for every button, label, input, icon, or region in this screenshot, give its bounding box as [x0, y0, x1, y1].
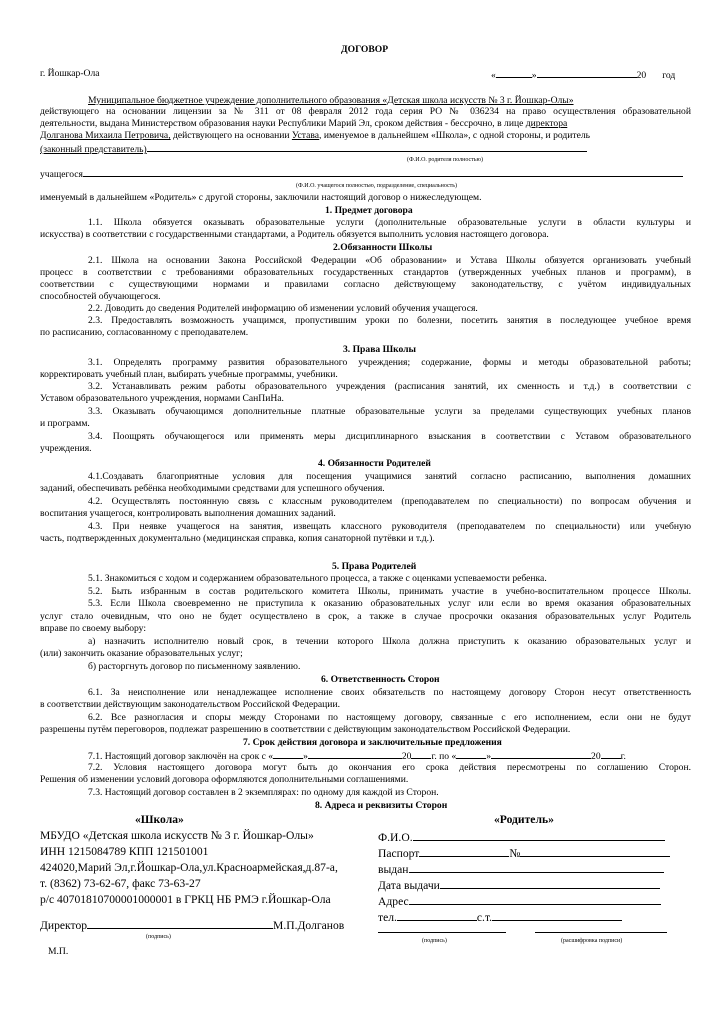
- student-line: учащегося: [40, 167, 683, 180]
- school-address: 424020,Марий Эл,г.Йошкар-Ола,ул.Красноармейская,д.87-а,: [40, 861, 338, 874]
- intro-line-2: действующего на основании лицензии за № 311 от 08 февраля 2012 года серия РО № 036234 на право осуществления образовательной: [40, 106, 691, 117]
- city: г. Йошкар-Ола: [40, 68, 100, 79]
- section-3-title: 3. Права Школы: [343, 344, 417, 355]
- parent-sign-caption: (подпись): [422, 938, 447, 944]
- school-heading: «Школа»: [135, 813, 184, 826]
- s3-line-7: 3.4. Поощрять обучающегося или применять меры дисциплинарного взыскания в соответствии с Уставом образовательного: [88, 431, 691, 442]
- s6-line-4: разрешены путём переговоров, подлежат разрешению в соответствии с действующим законодательством Российской Федерации.: [40, 724, 571, 735]
- parent-fio-line: Ф.И.О.: [378, 829, 665, 844]
- s4-line-5: 4.3. При неявке учащегося на занятия, извещать классного руководителя (преподавателем по специальности) или учебную: [88, 521, 691, 532]
- s2-line-7: по расписанию, согласованному с преподавателем.: [40, 327, 249, 338]
- s2-line-4: способностей обучающегося.: [40, 291, 161, 302]
- s5-line-4: услуг стало очевидным, что оно не будет осуществлено в срок, а также в случае просрочки оказания образовательных услуг Родитель: [40, 611, 691, 622]
- section-6-title: 6. Ответственность Сторон: [321, 674, 440, 685]
- s1-line-1: 1.1. Школа обязуется оказывать образовательные услуги (дополнительные образовательные услуги в области культуры и: [88, 217, 691, 228]
- s6-line-2: в соответствии действующим законодательством Российской Федерации.: [40, 699, 340, 710]
- s3-line-1: 3.1. Определять программу развития образовательного учреждения; содержание, формы и методы образовательной работы;: [88, 357, 691, 368]
- s3-line-8: учреждения.: [40, 443, 92, 454]
- intro-line-4: Долганова Михаила Петровича, действующего на основании Устава, именуемое в дальнейшем «Школа», с одной стороны, и родитель: [40, 130, 591, 141]
- section-8-title: 8. Адреса и реквизиты Сторон: [315, 800, 448, 811]
- s6-line-1: 6.1. За неисполнение или ненадлежащее исполнение своих обязательств по настоящему договору Сторон несут ответственность: [88, 687, 691, 698]
- school-inn: ИНН 1215084789 КПП 121501001: [40, 845, 209, 858]
- date-line: « » 20 год: [491, 70, 676, 81]
- section-5-title: 5. Права Родителей: [332, 561, 417, 572]
- s2-line-5: 2.2. Доводить до сведения Родителей информацию об изменении условий обучения учащегося.: [88, 303, 478, 314]
- s3-line-6: и программ.: [40, 418, 90, 429]
- intro-line-6: именуемый в дальнейшем «Родитель» с другой стороны, заключили настоящий договор о нижеследующем.: [40, 192, 482, 203]
- intro-line-5: (законный представитель): [40, 142, 587, 155]
- parent-phone-line: тел. с.т.: [378, 909, 622, 924]
- fio-parent-caption: (Ф.И.О. родителя полностью): [407, 157, 484, 163]
- section-2-title: 2.Обязанности Школы: [333, 242, 433, 253]
- school-account: р/с 40701810700001000001 в ГРКЦ НБ РМЭ г.Йошкар-Ола: [40, 893, 331, 906]
- section-4-title: 4. Обязанности Родителей: [318, 458, 431, 469]
- s7-line-1: 7.1. Настоящий договор заключён на срок с « » 20 г. по « » 20 г.: [88, 751, 626, 762]
- s3-line-4: Уставом образовательного учреждения, нормами СанПиНа.: [40, 393, 284, 404]
- s5-line-8: б) расторгнуть договор по письменному заявлению.: [88, 661, 301, 672]
- s5-line-1: 5.1. Знакомиться с ходом и содержанием образовательного процесса, а также с оценками успеваемости ребенка.: [88, 573, 547, 584]
- s5-line-7: (или) закончить оказание образовательных услуг;: [40, 648, 243, 659]
- s4-line-6: часть, подтвержденных документально (медицинская справка, копия санаторной путёвки и т.д.).: [40, 533, 435, 544]
- s5-line-5: вправе по своему выбору:: [40, 623, 146, 634]
- parent-decode-caption: (расшифровка подписи): [561, 938, 623, 944]
- section-1-title: 1. Предмет договора: [325, 205, 413, 216]
- s2-line-1: 2.1. Школа на основании Закона Российской Федерации «Об образовании» и Устава Школы обязуется организовать учебный: [88, 255, 691, 266]
- s2-line-6: 2.3. Предоставлять возможность учащимся, пропустившим уроки по болезни, посетить занятия в последующее учебное время: [88, 315, 691, 326]
- s1-line-2: искусства) в соответствии с государственными стандартами, а Родитель обязуется выполнить условия настоящего договора.: [40, 229, 549, 240]
- school-stamp: М.П.: [48, 946, 69, 957]
- parent-heading: «Родитель»: [494, 813, 554, 826]
- s4-line-4: воспитания учащегося, контролировать выполнения домашних заданий.: [40, 508, 336, 519]
- s7-line-4: 7.3. Настоящий договор составлен в 2 экземплярах: по одному для каждой из Сторон.: [88, 787, 439, 798]
- school-name: МБУДО «Детская школа искусств № 3 г. Йошкар-Олы»: [40, 829, 314, 842]
- school-sign-caption: (подпись): [146, 934, 171, 940]
- s4-line-2: заданий, обеспечивать ребёнка необходимыми средствами для успешного обучения.: [40, 483, 385, 494]
- document-title: ДОГОВОР: [341, 44, 389, 55]
- parent-signature-line: [378, 932, 506, 933]
- parent-decode-line: [535, 932, 667, 933]
- s4-line-3: 4.2. Осуществлять постоянную связь с классным руководителем (преподавателем по специальности) по вопросам обучения и: [88, 496, 691, 507]
- parent-issued-line: выдан: [378, 861, 664, 876]
- parent-issue-date-line: Дата выдачи: [378, 877, 660, 892]
- s3-line-3: 3.2. Устанавливать режим работы образовательного учреждения (расписания занятий, их сменность и т.д.) в соответствии с: [88, 381, 691, 392]
- s7-line-2: 7.2. Условия настоящего договора могут быть до окончания его срока действия пересмотрены по соглашению Сторон.: [88, 762, 691, 773]
- s3-line-2: корректировать учебный план, выбирать учебные программы, учебники.: [40, 369, 338, 380]
- s5-line-3: 5.3. Если Школа своевременно не приступила к оказанию образовательных услуг или если во время оказания образовательных: [88, 598, 691, 609]
- s2-line-2: процесс в соответствии с требованиями образовательных государственных стандартов (утвержденных учебных планов и программ), в: [40, 267, 691, 278]
- s7-line-3: Решения об изменении условий договора оформляются дополнительными соглашениями.: [40, 774, 409, 785]
- s5-line-6: а) назначить исполнителю новый срок, в течении которого Школа должна приступить к оказанию образовательных услуг и: [88, 636, 691, 647]
- s4-line-1: 4.1.Создавать благоприятные условия для посещения учащимися занятий согласно расписанию, выполнения домашних: [88, 471, 691, 482]
- intro-line-1: Муниципальное бюджетное учреждение дополнительного образования «Детская школа искусств № 3 г. Йошкар-Олы»: [88, 95, 574, 106]
- school-phone: т. (8362) 73-62-67, факс 73-63-27: [40, 877, 201, 890]
- s5-line-2: 5.2. Быть избранным в состав родительского комитета Школы, принимать участие в учебно-воспитательном процессе Школы.: [88, 586, 691, 597]
- s6-line-3: 6.2. Все разногласия и споры между Сторонами по настоящему договору, связанные с его исполнением, если они не будут: [88, 712, 691, 723]
- parent-passport-line: Паспорт №: [378, 845, 670, 860]
- school-director-line: Директор М.П.Долганов: [40, 919, 345, 932]
- parent-address-line: Адрес: [378, 893, 661, 908]
- intro-line-3: деятельности, выдана Министерством образования науки Республики Марий Эл, сроком действия - бессрочно, в лице директора: [40, 118, 568, 129]
- s3-line-5: 3.3. Оказывать обучающимся дополнительные платные образовательные услуги за пределами существующих учебных планов: [88, 406, 691, 417]
- section-7-title: 7. Срок действия договора и заключительные предложения: [243, 737, 502, 748]
- s2-line-3: соответствии с существующими нормами и правилами согласно действующему законодательству, с учётом индивидуальных: [40, 279, 691, 290]
- fio-student-caption: (Ф.И.О. учащегося полностью, подразделение, специальность): [296, 183, 458, 189]
